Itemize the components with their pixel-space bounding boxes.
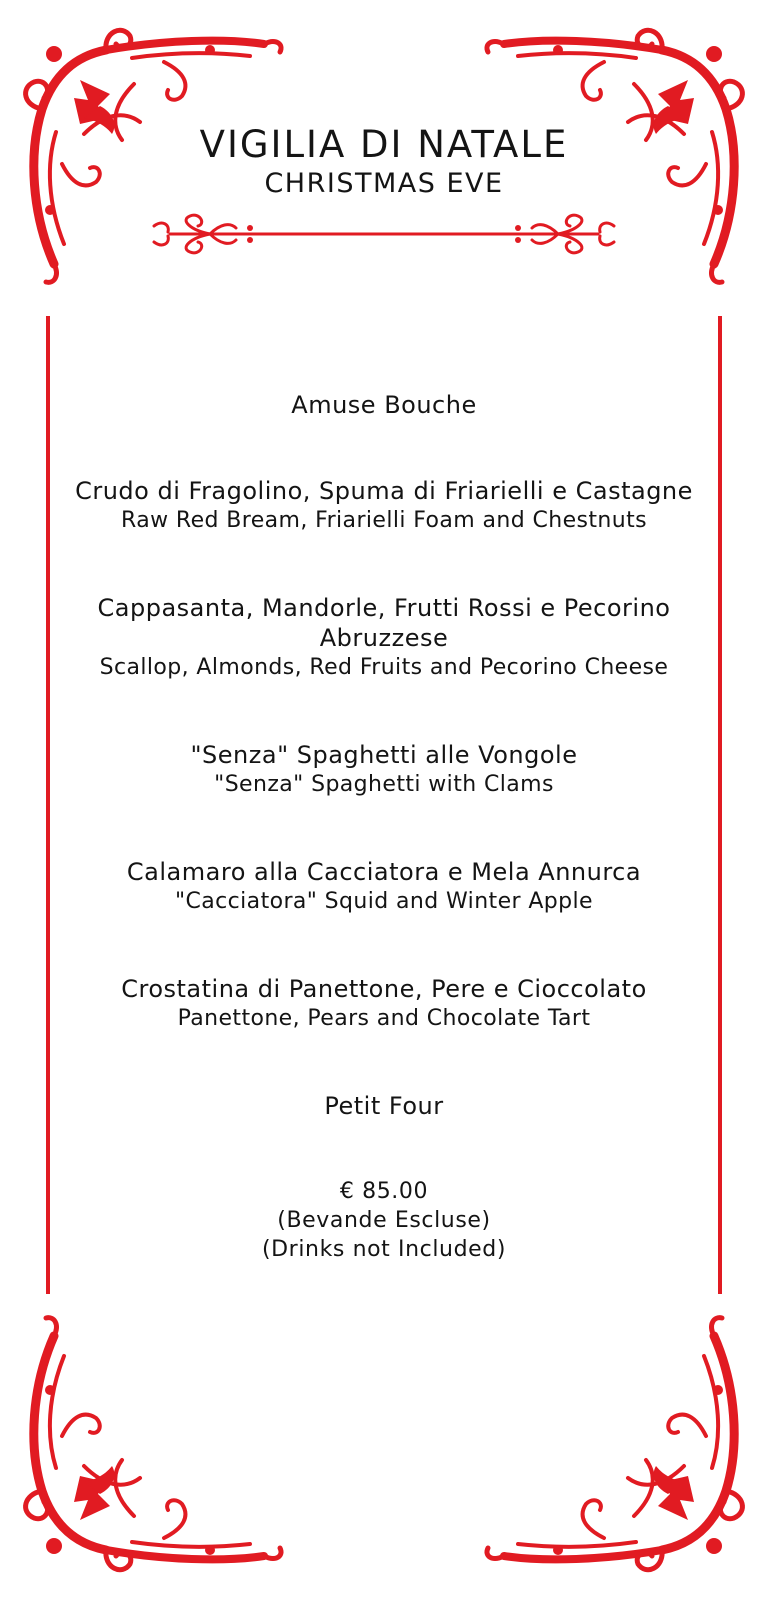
course-name-english: "Cacciatora" Squid and Winter Apple	[175, 889, 593, 914]
drinks-note-english: (Drinks not Included)	[261, 1237, 507, 1262]
menu-list	[70, 390, 698, 1264]
course-name-english: "Senza" Spaghetti with Clams	[214, 772, 554, 797]
course-name-italian: Cappasanta, Mandorle, Frutti Rossi e Pecorino Abruzzese	[97, 594, 671, 652]
left-border-rule	[46, 316, 50, 1294]
course-item	[70, 390, 698, 420]
right-border-rule	[718, 316, 722, 1294]
course-name-english: Raw Red Bream, Friarielli Foam and Chestnuts	[121, 508, 647, 533]
course-item	[70, 593, 698, 682]
corner-ornament-icon	[474, 1306, 754, 1586]
course-name-italian: Calamaro alla Cacciatora e Mela Annurca	[126, 858, 642, 886]
corner-ornament-icon	[14, 1306, 294, 1586]
course-name-italian: Petit Four	[324, 1092, 444, 1120]
price-block	[70, 1177, 698, 1264]
course-name-italian: Crudo di Fragolino, Spuma di Friarielli e Castagne	[75, 477, 693, 505]
menu-price: € 85.00	[339, 1179, 429, 1204]
scroll-divider-icon	[150, 210, 618, 260]
drinks-note-italian: (Bevande Escluse)	[277, 1208, 491, 1233]
course-name-italian: Amuse Bouche	[291, 391, 477, 419]
course-item	[70, 857, 698, 916]
course-item	[70, 476, 698, 535]
course-item	[70, 740, 698, 799]
course-name-italian: "Senza" Spaghetti alle Vongole	[190, 741, 578, 769]
course-name-english: Scallop, Almonds, Red Fruits and Pecorino Cheese	[99, 655, 669, 680]
course-name-italian: Crostatina di Panettone, Pere e Cioccolato	[121, 975, 647, 1003]
course-item	[70, 1091, 698, 1121]
course-name-english: Panettone, Pears and Chocolate Tart	[177, 1006, 591, 1031]
menu-header	[0, 122, 768, 200]
page-subtitle: CHRISTMAS EVE	[264, 168, 504, 199]
page-title: VIGILIA DI NATALE	[199, 123, 569, 166]
course-item	[70, 974, 698, 1033]
